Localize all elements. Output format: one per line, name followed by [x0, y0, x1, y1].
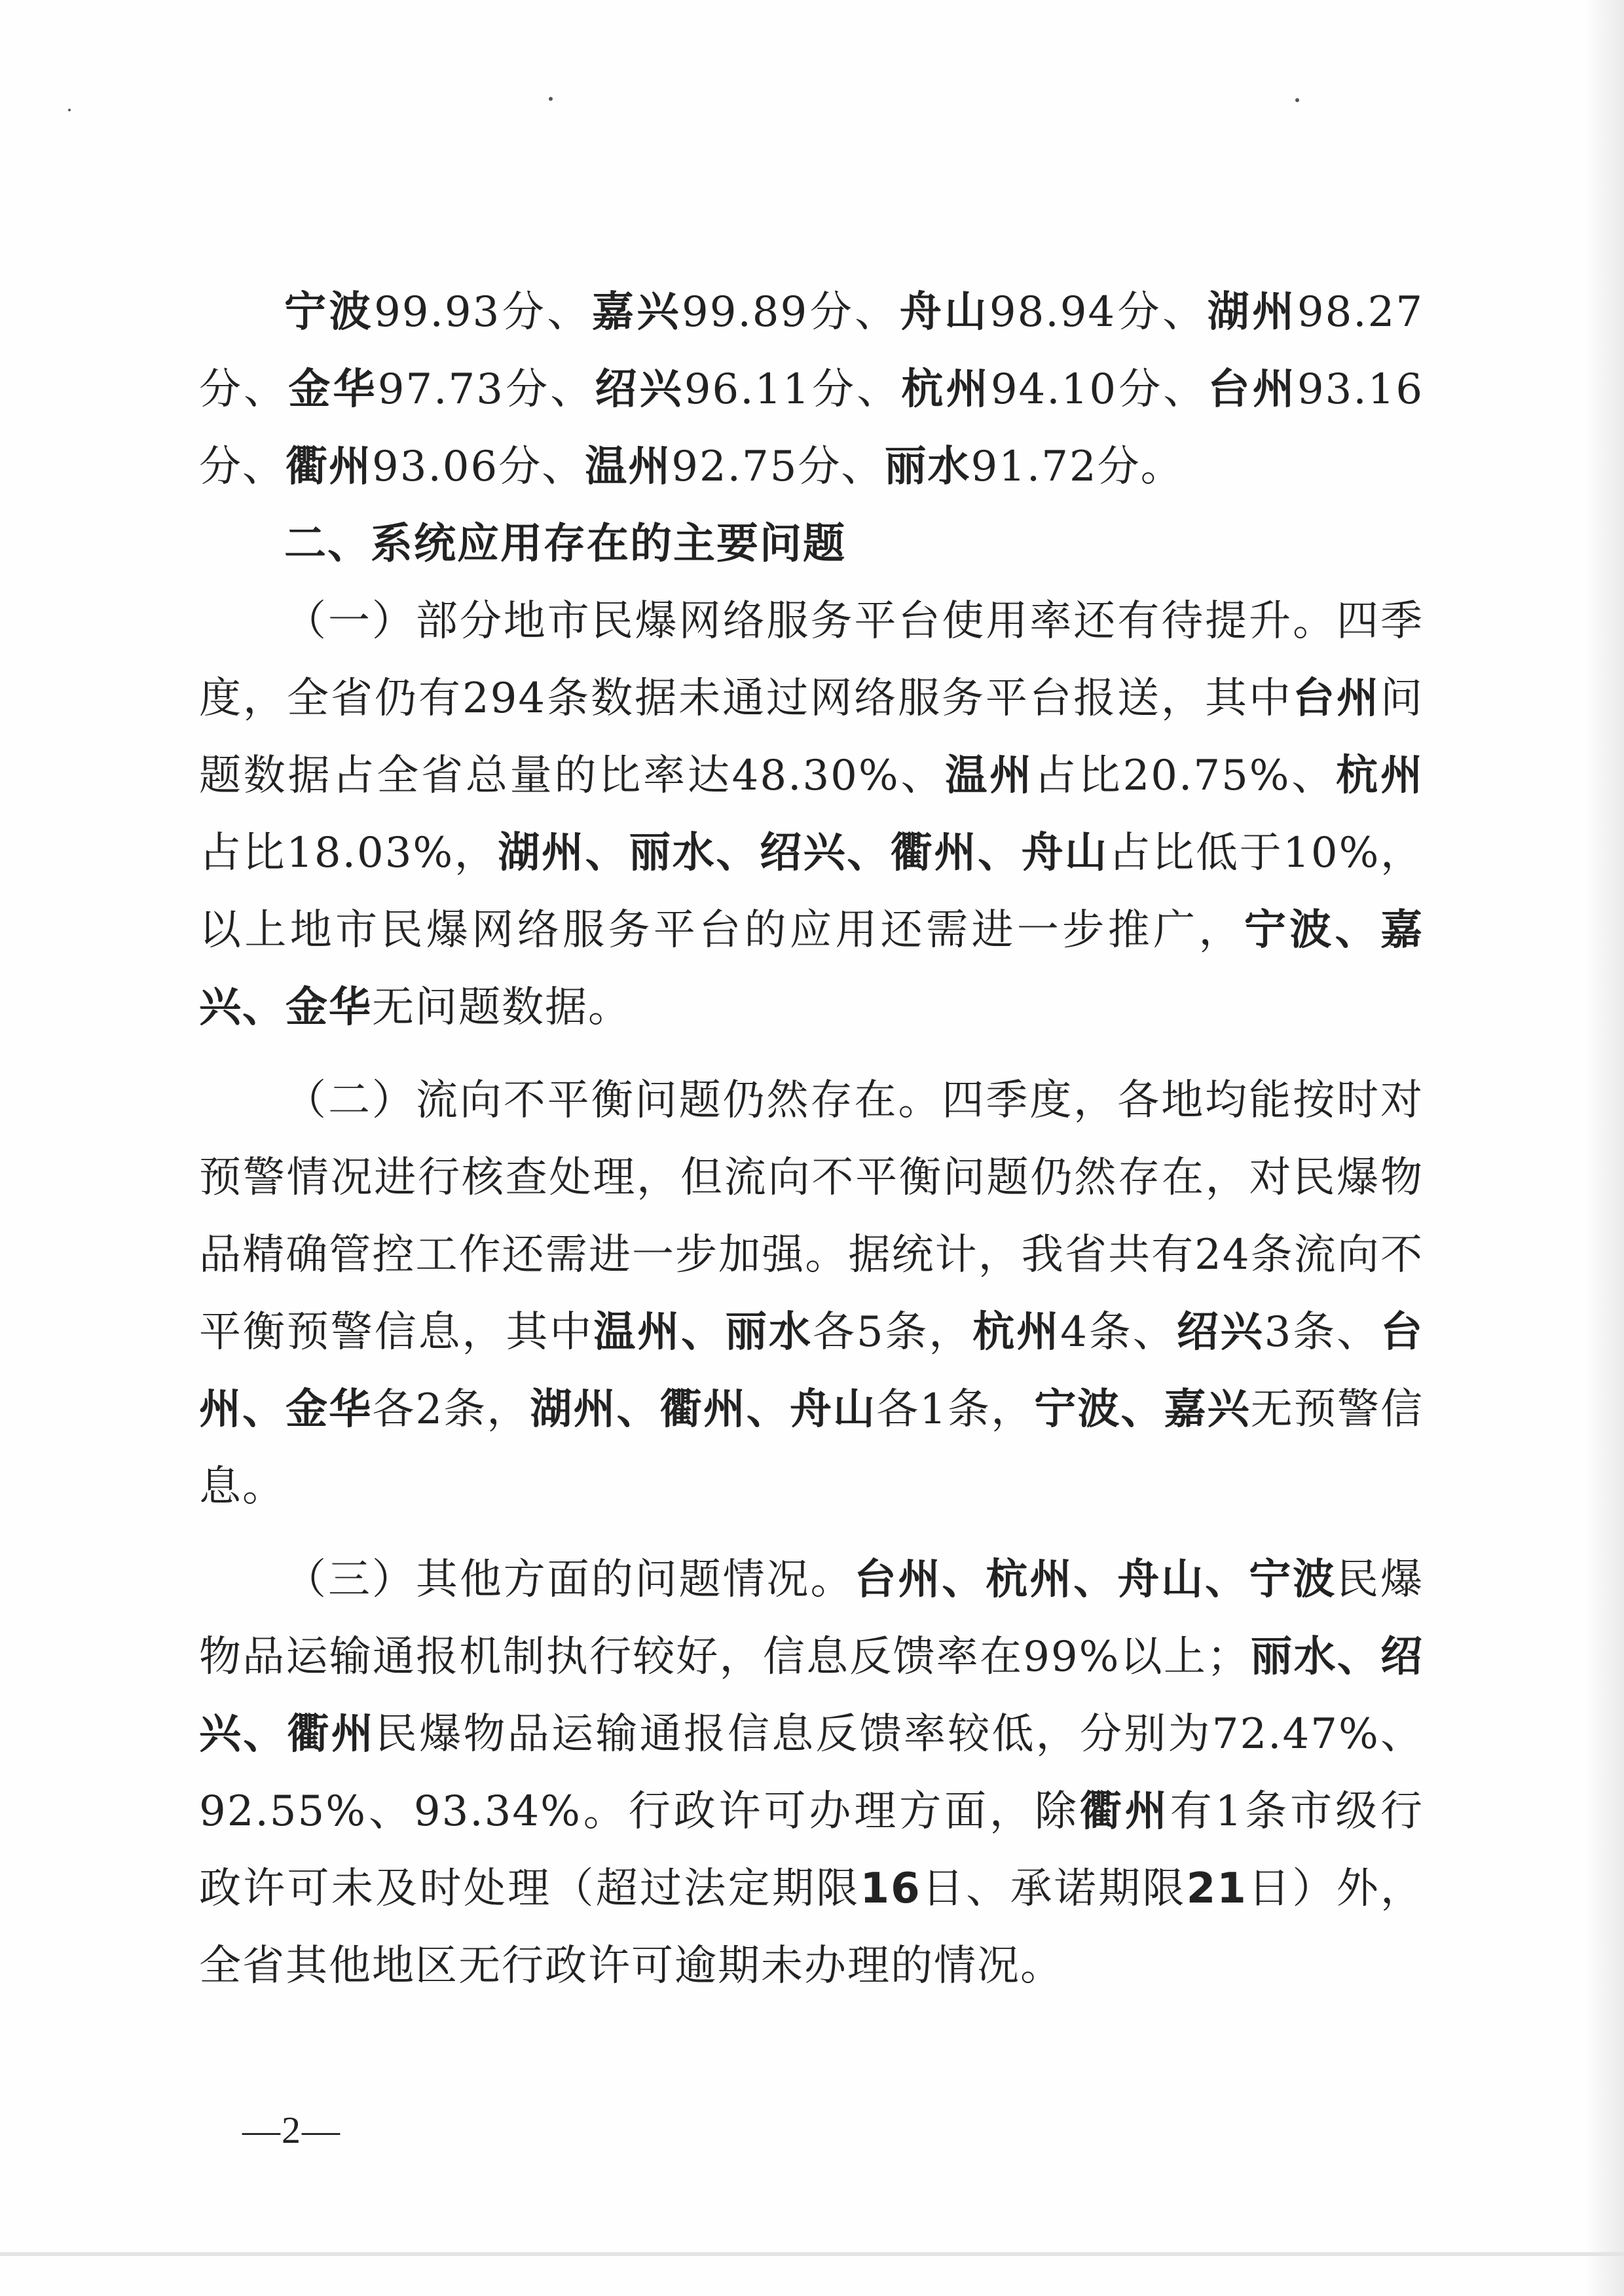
text-run: 96.11分、 — [684, 365, 902, 414]
bold-text-run: 宁波、嘉兴 — [1034, 1385, 1251, 1434]
text-run: 各1条， — [876, 1385, 1035, 1434]
bold-text-run: 温州、丽水 — [593, 1308, 813, 1357]
text-run: 占比18.03%， — [199, 829, 498, 877]
bold-text-run: 衢州 — [286, 443, 372, 491]
text-run: 有1条市级行政许可未及时处理（超过法定期限 — [199, 1787, 1424, 1913]
text-run: （三）其他方面的问题情况。 — [284, 1556, 855, 1604]
scan-speck — [1295, 98, 1299, 102]
bold-text-run: 嘉兴 — [591, 288, 682, 337]
text-run: 93.06分、 — [372, 443, 585, 491]
problem-paragraph-2 — [199, 1062, 1424, 1525]
bold-text-run: 杭州 — [972, 1308, 1061, 1357]
score-paragraph — [199, 274, 1424, 505]
text-run: 二、系统应用存在的主要问题 — [284, 520, 846, 568]
scan-edge-shadow — [1585, 0, 1624, 2296]
bold-text-run: 湖州、衢州、舟山 — [530, 1385, 877, 1434]
text-run: 日、承诺期限 — [921, 1865, 1187, 1913]
bold-text-run: 台州 — [1293, 674, 1381, 723]
bold-text-run: 21 — [1186, 1865, 1247, 1913]
text-run: （二）流向不平衡问题仍然存在。四季度，各地均能按时对预警情况进行核查处理，但流向不平衡问题仍然存在，对民爆物品精确管控工作还需进一步加强。据统计，我省共有24条流向不平衡预警信息，其中 — [199, 1076, 1424, 1357]
bold-text-run: 绍兴 — [595, 365, 684, 414]
text-run: 4条、 — [1060, 1308, 1177, 1357]
scan-speck — [68, 109, 71, 111]
bold-text-run: 舟山 — [899, 288, 989, 337]
text-run: 94.10分、 — [990, 365, 1208, 414]
problem-paragraph-3 — [199, 1541, 1424, 2005]
page-number: —2— — [242, 2109, 341, 2151]
bold-text-run: 16 — [860, 1865, 921, 1913]
text-run: 日）外，全省其他地区无行政许可逾期未办理的情况。 — [199, 1865, 1424, 1990]
body-text — [199, 274, 1424, 2005]
text-run: 97.73分、 — [377, 365, 595, 414]
text-run: 各5条， — [812, 1308, 973, 1357]
text-run: 99.89分、 — [682, 288, 900, 337]
text-run: 92.75分、 — [671, 443, 885, 491]
bold-text-run: 丽水 — [884, 443, 971, 491]
text-run: 无预警信息。 — [199, 1385, 1424, 1511]
text-run: 民爆物品运输通报机制执行较好，信息反馈率在99%以上； — [199, 1556, 1424, 1681]
bold-text-run: 台州、杭州、舟山、宁波 — [854, 1556, 1337, 1604]
bold-text-run: 宁波、嘉兴、金华 — [199, 906, 1424, 1032]
bold-text-run: 绍兴 — [1176, 1308, 1264, 1357]
text-run: 无问题数据。 — [372, 983, 631, 1032]
bold-text-run: 金华 — [288, 365, 378, 414]
bold-text-run: 宁波 — [284, 288, 375, 337]
text-run: 98.27分、 — [199, 288, 1424, 414]
bold-text-run: 丽水、绍兴、衢州 — [199, 1633, 1424, 1758]
bold-text-run: 湖州、丽水、绍兴、衢州、舟山 — [498, 829, 1109, 877]
bold-text-run: 台州、金华 — [199, 1308, 1424, 1434]
scan-speck — [549, 97, 553, 101]
section-heading — [199, 505, 1424, 583]
bold-text-run: 杭州 — [1336, 752, 1424, 800]
text-run: 占比低于10%，以上地市民爆网络服务平台的应用还需进一步推广， — [199, 829, 1424, 955]
text-run: 民爆物品运输通报信息反馈率较低，分别为72.47%、92.55%、93.34%。行政许可办理方面，除 — [199, 1710, 1424, 1836]
problem-paragraph-1 — [199, 583, 1424, 1046]
text-run: 93.16分、 — [199, 365, 1424, 491]
bold-text-run: 湖州 — [1207, 288, 1297, 337]
bold-text-run: 温州 — [945, 752, 1034, 800]
text-run: 99.93分、 — [374, 288, 592, 337]
bold-text-run: 杭州 — [901, 365, 991, 414]
bold-text-run: 衢州 — [1079, 1787, 1170, 1836]
text-run: 问题数据占全省总量的比率达48.30%、 — [199, 674, 1424, 800]
bold-text-run: 温州 — [585, 443, 672, 491]
text-run: 3条、 — [1264, 1308, 1381, 1357]
text-run: （一）部分地市民爆网络服务平台使用率还有待提升。四季度，全省仍有294条数据未通过网络服务平台报送，其中 — [199, 597, 1424, 723]
text-run: 占比20.75%、 — [1033, 752, 1337, 800]
text-run: 98.94分、 — [989, 288, 1208, 337]
text-run: 91.72分。 — [970, 443, 1184, 491]
text-run: 各2条， — [372, 1385, 530, 1434]
scan-bottom-edge — [0, 2252, 1624, 2256]
bold-text-run: 台州 — [1208, 365, 1297, 414]
